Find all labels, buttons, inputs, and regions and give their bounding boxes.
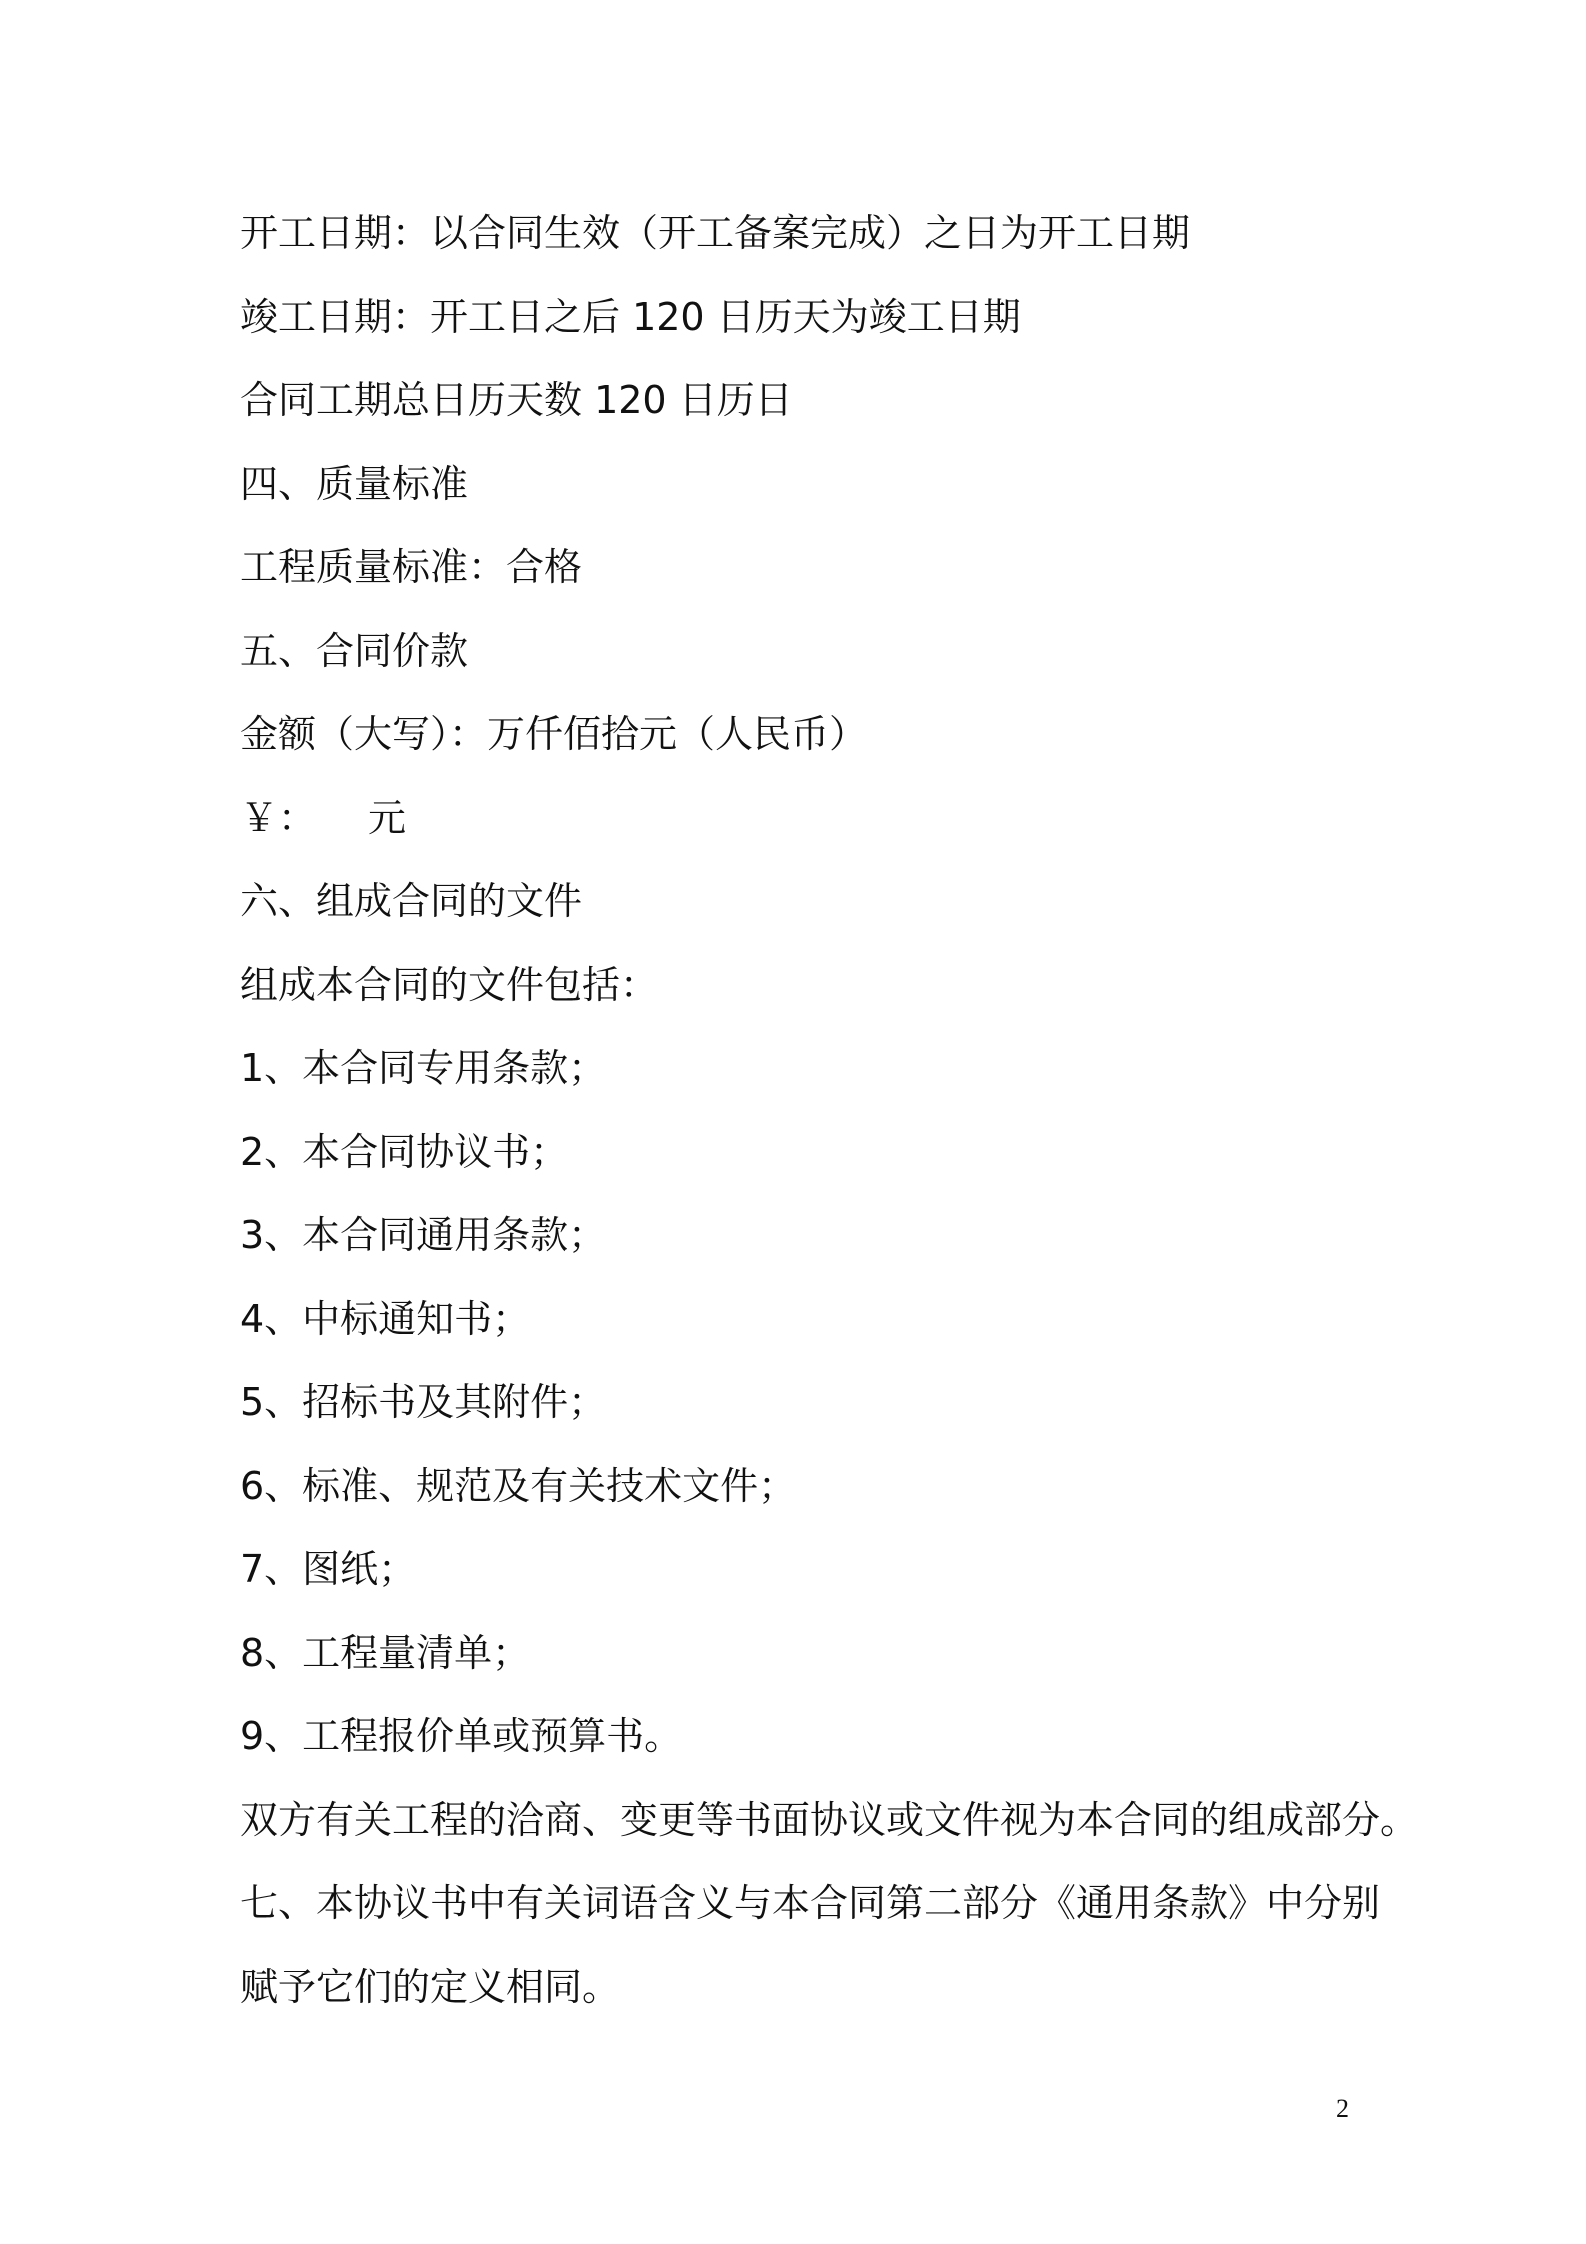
negotiation-documents-line: 双方有关工程的洽商、变更等书面协议或文件视为本合同的组成部分。 <box>240 1797 1419 1842</box>
amount-uppercase-line: 金额（大写）：万仟佰拾元（人民币） <box>240 712 868 756</box>
document-list-item: 2、本合同协议书； <box>240 1129 569 1174</box>
page-number: 2 <box>1336 2094 1349 2123</box>
document-list-item: 8、工程量清单； <box>240 1630 531 1675</box>
section-heading-quality: 四、质量标准 <box>240 461 469 506</box>
document-body <box>240 192 1419 2029</box>
total-duration-line: 合同工期总日历天数 120 日历日 <box>240 378 793 422</box>
amount-numeric-line <box>240 777 1400 861</box>
document-list-item: 3、本合同通用条款； <box>240 1213 607 1257</box>
section-heading-documents: 六、组成合同的文件 <box>240 879 583 923</box>
document-list-item: 1、本合同专用条款； <box>240 1046 607 1090</box>
section-heading-price: 五、合同价款 <box>240 628 469 673</box>
document-list-item: 5、招标书及其附件； <box>240 1380 607 1424</box>
definitions-continuation-line: 赋予它们的定义相同。 <box>240 1964 621 2009</box>
section-heading-definitions: 七、本协议书中有关词语含义与本合同第二部分《通用条款》中分别 <box>240 1881 1381 1925</box>
document-list-item: 4、中标通知书； <box>240 1296 531 1341</box>
amount-label: ￥： <box>240 795 317 840</box>
document-list-item: 6、标准、规范及有关技术文件； <box>240 1463 797 1508</box>
start-date-line: 开工日期：以合同生效（开工备案完成）之日为开工日期 <box>240 211 1191 255</box>
quality-standard-line: 工程质量标准：合格 <box>240 545 583 589</box>
completion-date-line: 竣工日期：开工日之后 120 日历天为竣工日期 <box>240 294 1021 339</box>
documents-intro-line: 组成本合同的文件包括： <box>240 962 659 1007</box>
amount-unit: 元 <box>368 795 407 840</box>
document-list-item: 9、工程报价单或预算书。 <box>240 1714 683 1758</box>
document-list-item: 7、图纸； <box>240 1547 417 1591</box>
